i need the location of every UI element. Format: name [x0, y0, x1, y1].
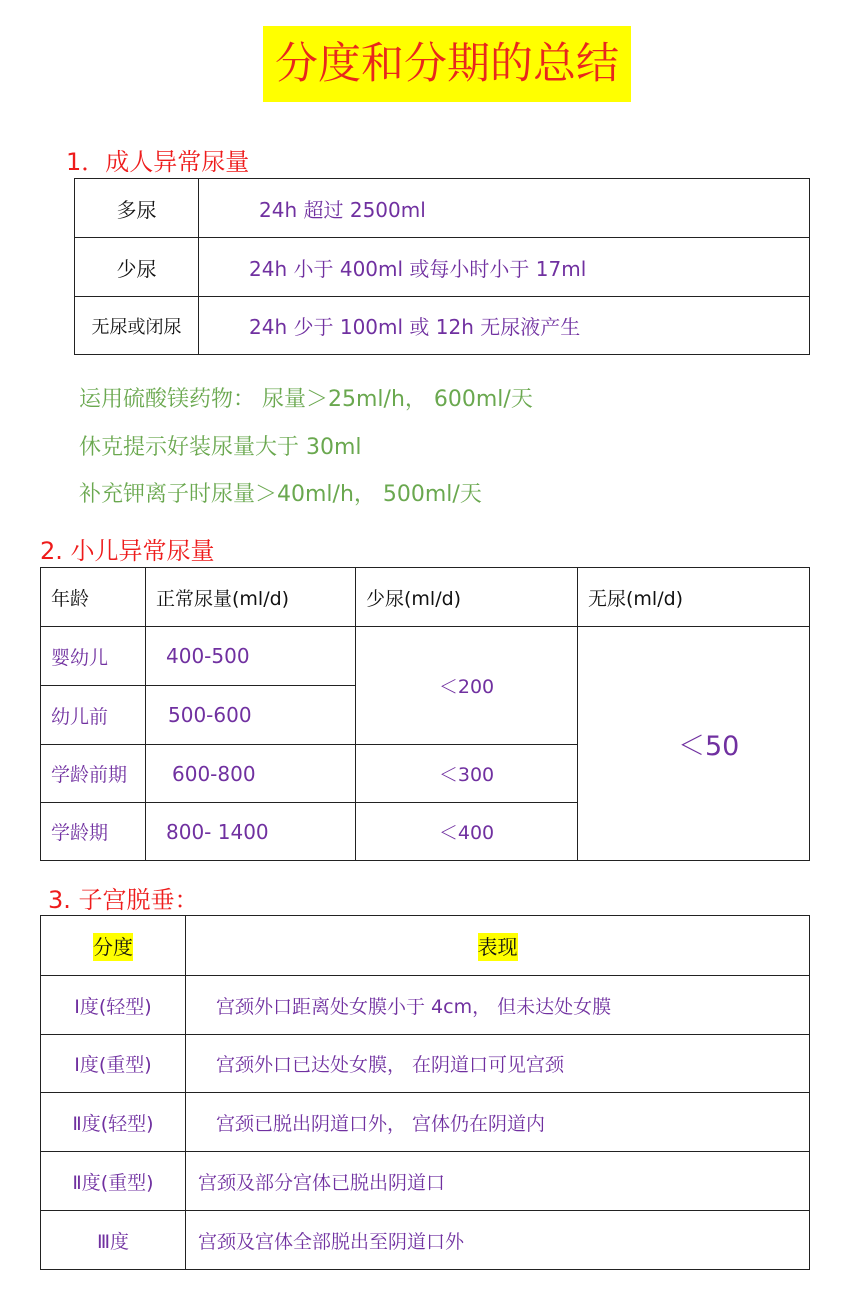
normal-cell: 800- 1400	[146, 803, 356, 861]
note-shock: 休克提示好装尿量大于 30ml	[79, 435, 362, 460]
prolapse-table	[40, 915, 810, 1270]
header-degree: 分度	[93, 935, 133, 959]
section2-heading: 2. 小儿异常尿量	[40, 537, 215, 565]
degree-cell: Ⅲ度	[41, 1211, 186, 1270]
normal-cell: 400-500	[146, 627, 356, 686]
oliguria-cell: ＜200	[356, 627, 578, 745]
table-row	[75, 297, 810, 355]
table-row	[41, 627, 810, 686]
header-oliguria: 少尿(ml/d)	[356, 568, 578, 627]
desc-cell: 宫颈外口距离处女膜小于 4cm， 但未达处女膜	[186, 976, 810, 1035]
degree-cell: Ⅰ度(轻型)	[41, 976, 186, 1035]
desc-cell: 宫颈已脱出阴道口外， 宫体仍在阴道内	[186, 1093, 810, 1152]
note-magnesium: 运用硫酸镁药物： 尿量＞25ml/h， 600ml/天	[79, 387, 533, 412]
header-anuria: 无尿(ml/d)	[578, 568, 810, 627]
page-title: 分度和分期的总结	[263, 26, 631, 102]
row-value: 24h 少于 100ml 或 12h 无尿液产生	[199, 297, 810, 355]
row-label: 多尿	[75, 179, 199, 238]
anuria-cell: ＜50	[578, 627, 810, 861]
header-age: 年龄	[41, 568, 146, 627]
normal-cell: 600-800	[146, 745, 356, 803]
desc-cell: 宫颈及部分宫体已脱出阴道口	[186, 1152, 810, 1211]
row-value: 24h 超过 2500ml	[199, 179, 810, 238]
desc-cell: 宫颈及宫体全部脱出至阴道口外	[186, 1211, 810, 1270]
adult-urine-table	[74, 178, 810, 355]
table-row	[41, 976, 810, 1035]
row-label: 无尿或闭尿	[75, 297, 199, 355]
age-cell: 婴幼儿	[41, 627, 146, 686]
table-row	[41, 1035, 810, 1093]
header-manifestation: 表现	[477, 935, 518, 959]
table-header-row	[41, 568, 810, 627]
section1-heading: 1．成人异常尿量	[66, 148, 250, 176]
age-cell: 学龄期	[41, 803, 146, 861]
degree-cell: Ⅱ度(重型)	[41, 1152, 186, 1211]
age-cell: 学龄前期	[41, 745, 146, 803]
header-normal: 正常尿量(ml/d)	[146, 568, 356, 627]
desc-cell: 宫颈外口已达处女膜， 在阴道口可见宫颈	[186, 1035, 810, 1093]
oliguria-cell: ＜300	[356, 745, 578, 803]
table-row	[41, 1093, 810, 1152]
child-urine-table	[40, 567, 810, 861]
age-cell: 幼儿前	[41, 686, 146, 745]
table-row	[75, 179, 810, 238]
oliguria-cell: ＜400	[356, 803, 578, 861]
degree-cell: Ⅱ度(轻型)	[41, 1093, 186, 1152]
row-value: 24h 小于 400ml 或每小时小于 17ml	[199, 238, 810, 297]
table-row	[75, 238, 810, 297]
row-label: 少尿	[75, 238, 199, 297]
table-header-row	[41, 916, 810, 976]
degree-cell: Ⅰ度(重型)	[41, 1035, 186, 1093]
section3-heading: 3. 子宫脱垂：	[48, 886, 199, 914]
normal-cell: 500-600	[146, 686, 356, 745]
table-row	[41, 1152, 810, 1211]
table-row	[41, 1211, 810, 1270]
note-potassium: 补充钾离子时尿量＞40ml/h， 500ml/天	[79, 482, 482, 507]
